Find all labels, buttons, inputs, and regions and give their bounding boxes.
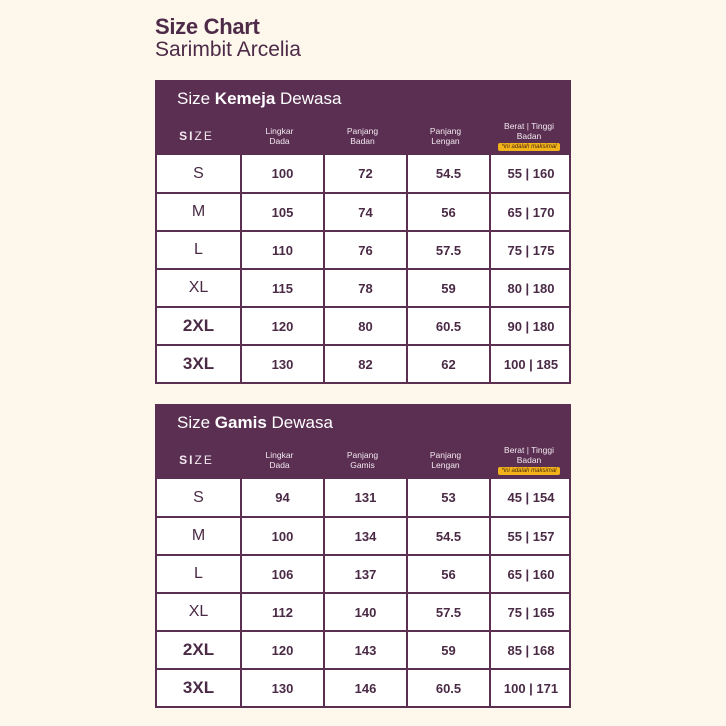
table-row (157, 344, 569, 382)
size-table-gamis (155, 404, 571, 708)
column-header-panjang-badan: Panjang Badan (346, 125, 379, 146)
size-header-end: E (203, 452, 214, 467)
value-cell: 57.5 (406, 594, 489, 630)
size-header-mid: Z (194, 128, 204, 143)
value-cell: 56 (406, 556, 489, 592)
page-title: Size Chart (155, 14, 260, 39)
value-cell: 130 (240, 670, 323, 706)
value-cell: 112 (240, 594, 323, 630)
value-cell: 54.5 (406, 155, 489, 192)
value-cell: 56 (406, 194, 489, 230)
table-title-prefix: Size (177, 413, 215, 432)
size-cell: M (191, 203, 206, 220)
column-headers (155, 440, 571, 479)
value-cell: 45 | 154 (489, 479, 571, 516)
value-cell: 62 (406, 346, 489, 382)
size-cell: 3XL (182, 678, 215, 697)
value-cell: 115 (240, 270, 323, 306)
value-cell: 74 (323, 194, 406, 230)
column-header-berat-tinggi (487, 116, 571, 155)
size-cell: XL (188, 279, 209, 296)
value-cell: 106 (240, 556, 323, 592)
table-row (157, 668, 569, 706)
value-cell: 100 (240, 518, 323, 554)
size-cell: S (193, 488, 204, 506)
table-title-bold: Gamis (214, 413, 267, 432)
value-cell: 59 (406, 270, 489, 306)
table-row (157, 192, 569, 230)
table-title-suffix: Dewasa (275, 89, 342, 108)
value-cell: 143 (323, 632, 406, 668)
value-cell: 80 | 180 (489, 270, 571, 306)
value-cell: 76 (323, 232, 406, 268)
value-cell: 78 (323, 270, 406, 306)
size-cell: 2XL (182, 316, 215, 335)
column-header-lingkar-dada: Lingkar Dada (265, 125, 294, 146)
table-title-prefix: Size (177, 89, 215, 108)
table-row (157, 630, 569, 668)
table-row (157, 268, 569, 306)
table-row (157, 554, 569, 592)
value-cell: 131 (323, 479, 406, 516)
value-cell: 130 (240, 346, 323, 382)
column-header-size (155, 440, 238, 479)
table-title-suffix: Dewasa (266, 413, 333, 432)
size-header-bold: SI (179, 452, 195, 467)
column-header-berat-tinggi-label: Berat | Tinggi Badan (504, 444, 554, 465)
value-cell: 100 | 185 (489, 346, 571, 382)
value-cell: 55 | 157 (489, 518, 571, 554)
value-cell: 55 | 160 (489, 155, 571, 192)
page-subtitle: Sarimbit Arcelia (155, 38, 301, 61)
value-cell: 53 (406, 479, 489, 516)
table-row (157, 306, 569, 344)
size-cell: 2XL (182, 640, 215, 659)
column-headers (155, 116, 571, 155)
value-cell: 57.5 (406, 232, 489, 268)
table-body (155, 479, 571, 708)
size-table-kemeja (155, 80, 571, 384)
value-cell: 65 | 160 (489, 556, 571, 592)
column-header-panjang-gamis: Panjang Gamis (346, 449, 379, 470)
size-cell: XL (188, 603, 209, 620)
value-cell: 75 | 175 (489, 232, 571, 268)
table-title (177, 89, 341, 109)
value-cell: 140 (323, 594, 406, 630)
value-cell: 54.5 (406, 518, 489, 554)
size-cell: L (194, 241, 203, 258)
value-cell: 75 | 165 (489, 594, 571, 630)
value-cell: 105 (240, 194, 323, 230)
size-cell: S (193, 164, 204, 182)
value-cell: 60.5 (406, 308, 489, 344)
value-cell: 120 (240, 308, 323, 344)
column-header-berat-tinggi-label: Berat | Tinggi Badan (504, 120, 554, 141)
value-cell: 65 | 170 (489, 194, 571, 230)
table-title-bold: Kemeja (214, 89, 276, 108)
table-title (177, 413, 333, 433)
column-header-size (155, 116, 238, 155)
size-cell: L (194, 565, 203, 582)
table-row (157, 479, 569, 516)
value-cell: 110 (240, 232, 323, 268)
table-row (157, 155, 569, 192)
column-header-panjang-lengan: Panjang Lengan (429, 449, 462, 470)
table-row (157, 592, 569, 630)
max-note-badge: *ini adalah maksimal (498, 143, 559, 151)
size-header-bold: SI (179, 128, 195, 143)
size-cell: 3XL (182, 354, 215, 373)
size-header-mid: Z (194, 452, 204, 467)
column-header-berat-tinggi (487, 440, 571, 479)
table-header (155, 404, 571, 479)
value-cell: 82 (323, 346, 406, 382)
table-row (157, 230, 569, 268)
value-cell: 146 (323, 670, 406, 706)
table-row (157, 516, 569, 554)
size-cell: M (191, 527, 206, 544)
value-cell: 100 | 171 (489, 670, 571, 706)
value-cell: 120 (240, 632, 323, 668)
value-cell: 85 | 168 (489, 632, 571, 668)
value-cell: 134 (323, 518, 406, 554)
value-cell: 80 (323, 308, 406, 344)
value-cell: 100 (240, 155, 323, 192)
value-cell: 90 | 180 (489, 308, 571, 344)
value-cell: 137 (323, 556, 406, 592)
column-header-panjang-lengan: Panjang Lengan (429, 125, 462, 146)
size-header-end: E (203, 128, 214, 143)
value-cell: 72 (323, 155, 406, 192)
table-header (155, 80, 571, 155)
value-cell: 59 (406, 632, 489, 668)
table-body (155, 155, 571, 384)
max-note-badge: *ini adalah maksimal (498, 467, 559, 475)
column-header-lingkar-dada: Lingkar Dada (265, 449, 294, 470)
value-cell: 94 (240, 479, 323, 516)
value-cell: 60.5 (406, 670, 489, 706)
